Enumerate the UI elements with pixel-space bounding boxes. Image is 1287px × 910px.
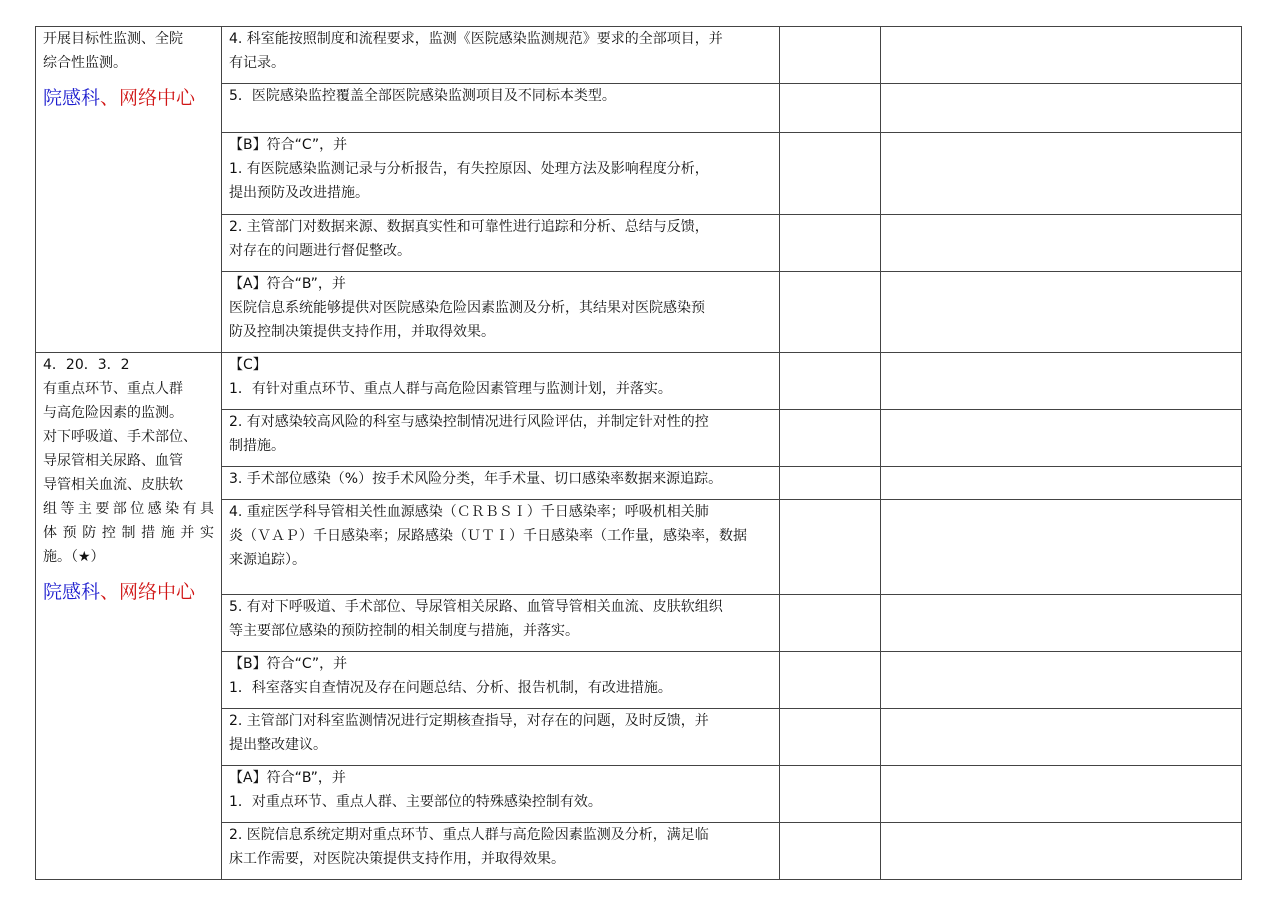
standard-text-line: 导管相关血流、皮肤软 — [43, 477, 183, 493]
notes-cell — [881, 353, 1242, 410]
criteria-text-line: 【C】 — [229, 357, 267, 373]
score-cell — [780, 27, 881, 84]
criteria-cell — [222, 353, 780, 410]
standard-cell — [36, 27, 222, 353]
criteria-text-line: 制措施。 — [229, 438, 285, 454]
criteria-cell — [222, 410, 780, 467]
dept-name-network-center: 网络中心 — [119, 87, 196, 109]
notes-cell — [881, 272, 1242, 353]
notes-cell — [881, 133, 1242, 215]
dept-name-network-center: 网络中心 — [119, 581, 196, 603]
dept-name-infection-control: 院感科 — [43, 87, 101, 109]
notes-cell — [881, 823, 1242, 880]
standard-cell — [36, 353, 222, 880]
notes-cell — [881, 652, 1242, 709]
criteria-text-line: 1．对重点环节、重点人群、主要部位的特殊感染控制有效。 — [229, 794, 602, 810]
standard-text-line: 与高危险因素的监测。 — [43, 405, 183, 421]
criteria-text-line: 1. 有医院感染监测记录与分析报告，有失控原因、处理方法及影响程度分析， — [229, 161, 709, 177]
criteria-cell — [222, 467, 780, 500]
criteria-cell — [222, 27, 780, 84]
table-row — [36, 353, 1242, 410]
notes-cell — [881, 215, 1242, 272]
criteria-text-line: 4. 科室能按照制度和流程要求，监测《医院感染监测规范》要求的全部项目，并 — [229, 31, 723, 47]
standard-text-line: 施。（★） — [43, 549, 105, 565]
score-cell — [780, 467, 881, 500]
criteria-text-line: 提出预防及改进措施。 — [229, 185, 369, 201]
notes-cell — [881, 709, 1242, 766]
criteria-text-line: 床工作需要，对医院决策提供支持作用，并取得效果。 — [229, 851, 565, 867]
responsible-dept — [43, 577, 214, 607]
criteria-text-line: 医院信息系统能够提供对医院感染危险因素监测及分析，其结果对医院感染预 — [229, 300, 705, 316]
notes-cell — [881, 766, 1242, 823]
standard-text-line: 4．20．3．2 — [43, 357, 130, 373]
criteria-cell — [222, 652, 780, 709]
criteria-text-line: 有记录。 — [229, 55, 285, 71]
score-cell — [780, 410, 881, 467]
notes-cell — [881, 84, 1242, 133]
criteria-text-line: 提出整改建议。 — [229, 737, 327, 753]
standard-text-line: 组等主要部位感染有具 — [43, 501, 214, 517]
criteria-text-line: 来源追踪）。 — [229, 552, 306, 568]
standard-text-line: 对下呼吸道、手术部位、 — [43, 429, 197, 445]
criteria-cell — [222, 595, 780, 652]
criteria-cell — [222, 823, 780, 880]
criteria-text-line: 【A】符合“B”，并 — [229, 276, 346, 292]
notes-cell — [881, 467, 1242, 500]
standard-text-line: 综合性监测。 — [43, 55, 127, 71]
standard-text-line: 导尿管相关尿路、血管 — [43, 453, 183, 469]
score-cell — [780, 709, 881, 766]
criteria-text-line: 对存在的问题进行督促整改。 — [229, 243, 411, 259]
dept-separator: 、 — [100, 87, 120, 109]
score-cell — [780, 766, 881, 823]
standard-text-line: 体预防控制措施并实 — [43, 525, 214, 541]
score-cell — [780, 500, 881, 595]
criteria-text-line: 5．医院感染监控覆盖全部医院感染监测项目及不同标本类型。 — [229, 88, 616, 104]
criteria-text-line: 等主要部位感染的预防控制的相关制度与措施，并落实。 — [229, 623, 579, 639]
standards-table-page — [35, 26, 1241, 880]
criteria-text-line: 1．有针对重点环节、重点人群与高危险因素管理与监测计划，并落实。 — [229, 381, 672, 397]
score-cell — [780, 595, 881, 652]
criteria-text-line: 【B】符合“C”，并 — [229, 656, 348, 672]
criteria-text-line: 【A】符合“B”，并 — [229, 770, 346, 786]
dept-separator: 、 — [100, 581, 120, 603]
criteria-cell — [222, 709, 780, 766]
standards-table-body — [36, 27, 1242, 880]
standard-text-line: 开展目标性监测、全院 — [43, 31, 183, 47]
standards-table — [35, 26, 1242, 880]
standard-text-line: 有重点环节、重点人群 — [43, 381, 183, 397]
notes-cell — [881, 27, 1242, 84]
criteria-text-line: 2. 主管部门对数据来源、数据真实性和可靠性进行追踪和分析、总结与反馈， — [229, 219, 709, 235]
criteria-cell — [222, 215, 780, 272]
criteria-text-line: 4. 重症医学科导管相关性血源感染（ＣＲＢＳＩ）千日感染率；呼吸机相关肺 — [229, 504, 709, 520]
table-row — [36, 27, 1242, 84]
criteria-text-line: 1．科室落实自查情况及存在问题总结、分析、报告机制，有改进措施。 — [229, 680, 672, 696]
score-cell — [780, 272, 881, 353]
score-cell — [780, 84, 881, 133]
score-cell — [780, 215, 881, 272]
criteria-cell — [222, 84, 780, 133]
score-cell — [780, 823, 881, 880]
dept-name-infection-control: 院感科 — [43, 581, 101, 603]
criteria-text-line: 【B】符合“C”，并 — [229, 137, 348, 153]
criteria-text-line: 2. 主管部门对科室监测情况进行定期核查指导，对存在的问题，及时反馈，并 — [229, 713, 709, 729]
criteria-cell — [222, 133, 780, 215]
notes-cell — [881, 410, 1242, 467]
criteria-text-line: 炎（ＶＡＰ）千日感染率；尿路感染（ＵＴＩ）千日感染率（工作量，感染率，数据 — [229, 528, 747, 544]
notes-cell — [881, 500, 1242, 595]
notes-cell — [881, 595, 1242, 652]
score-cell — [780, 353, 881, 410]
criteria-cell — [222, 766, 780, 823]
criteria-text-line: 2. 医院信息系统定期对重点环节、重点人群与高危险因素监测及分析，满足临 — [229, 827, 709, 843]
score-cell — [780, 133, 881, 215]
criteria-text-line: 5. 有对下呼吸道、手术部位、导尿管相关尿路、血管导管相关血流、皮肤软组织 — [229, 599, 723, 615]
responsible-dept — [43, 83, 214, 113]
criteria-cell — [222, 272, 780, 353]
score-cell — [780, 652, 881, 709]
criteria-cell — [222, 500, 780, 595]
criteria-text-line: 3. 手术部位感染（%）按手术风险分类，年手术量、切口感染率数据来源追踪。 — [229, 471, 723, 487]
criteria-text-line: 防及控制决策提供支持作用，并取得效果。 — [229, 324, 495, 340]
criteria-text-line: 2. 有对感染较高风险的科室与感染控制情况进行风险评估，并制定针对性的控 — [229, 414, 709, 430]
